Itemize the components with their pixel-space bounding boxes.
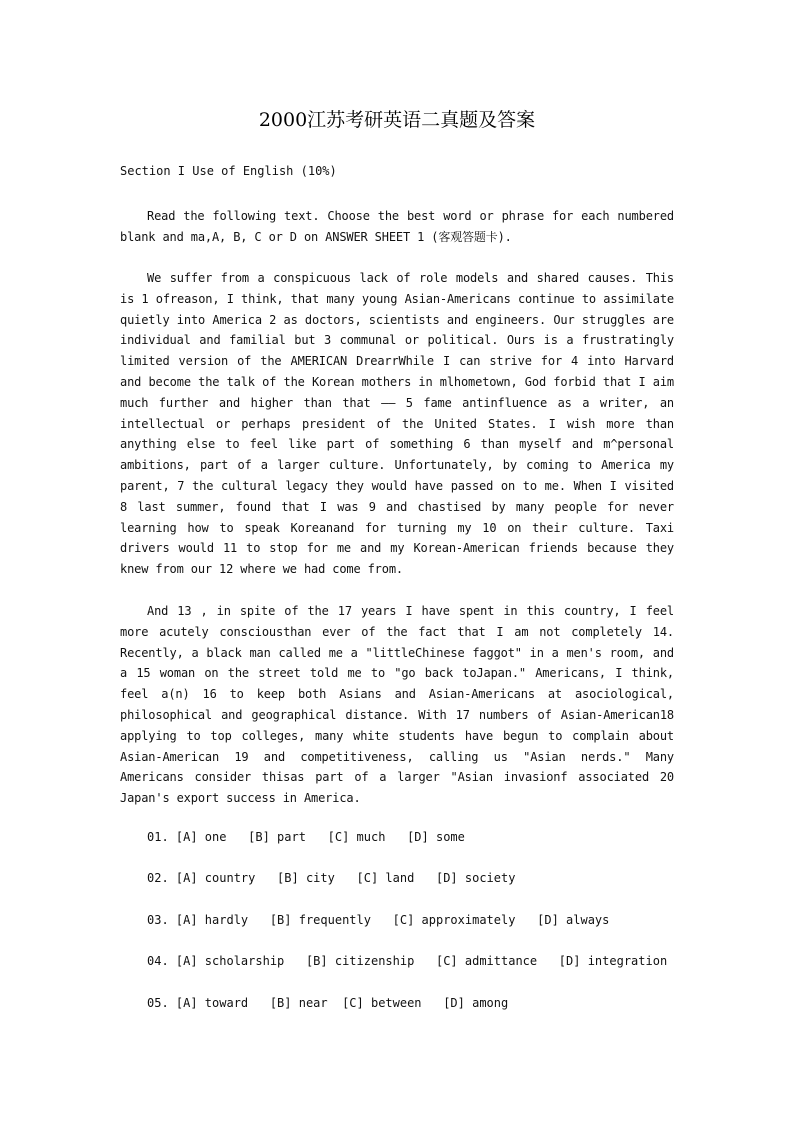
question-item: 04. [A] scholarship [B] citizenship [C] admittance [D] integration (147, 954, 668, 968)
passage-paragraph-1: We suffer from a conspicuous lack of role models and shared causes. This is 1 ofreason, I think, that many young Asian-Americans continue to assimilate quietly into America 2 as doctors, scientists and engineers. Our struggles are individual and familial but 3 communal or political. Ours is a frustratingly limited version of the AMERICAN DrearrWhile I can strive for 4 into Harvard and become the talk of the Korean mothers in mlhometown, God forbid that I aim much further and higher than that —— 5 fame antinfluence as a writer, an intellectual or perhaps president of the United States. I wish more than anything else to feel like part of something 6 than myself and m^personal ambitions, part of a larger culture. Unfortunately, by coming to America my parent, 7 the cultural legacy they would have passed on to me. When I visited 8 last summer, found that I was 9 and chastised by many people for never learning how to speak Koreanand for turning my 10 on their culture. Taxi drivers would 11 to stop for me and my Korean-American friends because they knew from our 12 where we had come from. (120, 271, 674, 577)
question-item: 02. [A] country [B] city [C] land [D] society (147, 871, 516, 885)
question-item: 01. [A] one [B] part [C] much [D] some (147, 830, 465, 844)
passage-paragraph-2: And 13 , in spite of the 17 years I have spent in this country, I feel more acutely consciousthan ever of the fact that I am not completely 14. Recently, a black man called me a "littleChinese faggot" in a men's room, and a 15 woman on the street told me to "go back toJapan." Americans, I think, feel a(n) 16 to keep both Asians and Asian-Americans at asociological, philosophical and geographical distance. With 17 numbers of Asian-American18 applying to top colleges, many white students have begun to complain about Asian-American 19 and competitiveness, calling us "Asian nerds." Many Americans consider thisas part of a larger "Asian invasionf associated 20 Japan's export success in America. (120, 604, 674, 806)
section-heading: Section I Use of English (10%) (120, 164, 337, 178)
instructions-paragraph: Read the following text. Choose the best word or phrase for each numbered blank and ma,A, B, C or D on ANSWER SHEET 1 (客观答题卡). (120, 209, 674, 244)
question-item: 05. [A] toward [B] near [C] between [D] among (147, 996, 509, 1010)
question-item: 03. [A] hardly [B] frequently [C] approximately [D] always (147, 913, 610, 927)
page-title: 2000江苏考研英语二真题及答案 (258, 109, 536, 131)
